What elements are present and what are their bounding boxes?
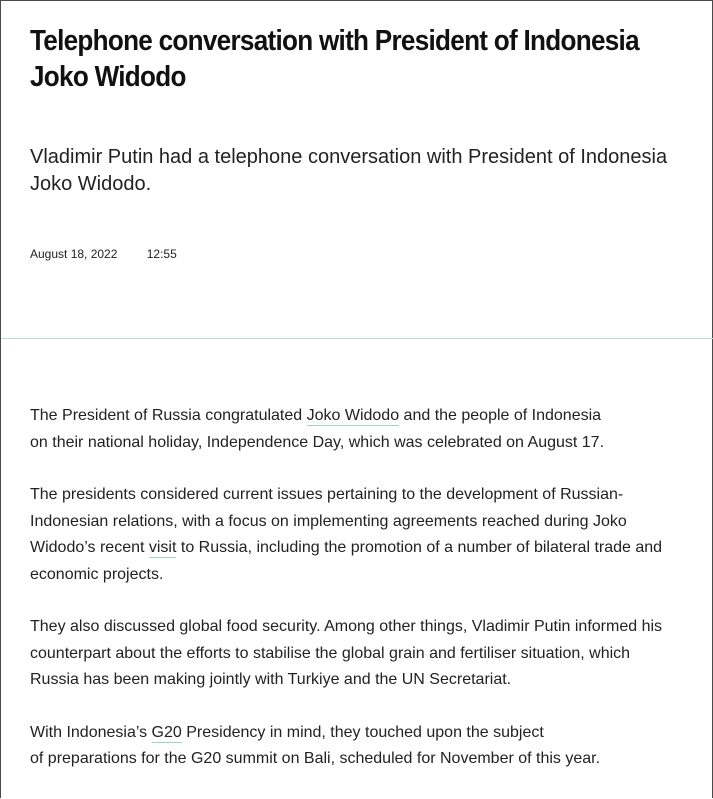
paragraph-2-text-b: to Russia, including the promotion of a number of bilateral trade and economic projects. xyxy=(30,539,663,583)
paragraph-1-text-a: The President of Russia congratulated xyxy=(30,407,307,424)
article-date: August 18, 2022 xyxy=(30,247,118,261)
page-title: Telephone conversation with President of Indonesia Joko Widodo xyxy=(30,25,639,93)
paragraph-1-text-b: and the people of Indonesia xyxy=(399,407,602,424)
paragraph-4-text-c: of preparations for the G20 summit on Bali, scheduled for November of this year. xyxy=(30,750,601,767)
paragraph-4-text-b: Presidency in mind, they touched upon the subject xyxy=(181,723,544,741)
link-g20[interactable]: G20 xyxy=(151,723,182,741)
paragraph-2 xyxy=(30,482,680,588)
paragraph-3: They also discussed global food security. Among other things, Vladimir Putin informed his counterpart about the efforts to stabilise the global grain and fertiliser situation, which Russia has been making jointly with Turkiye and the UN Secretariat. xyxy=(30,618,663,688)
article-body xyxy=(30,403,680,799)
article-meta xyxy=(30,246,177,262)
paragraph-1-text-c: on their national holiday, Independence Day, which was celebrated on August 17. xyxy=(30,433,605,451)
paragraph-1 xyxy=(30,403,680,456)
link-visit[interactable]: visit xyxy=(148,539,177,556)
paragraph-2-text-a: The presidents considered current issues pertaining to the development of Russian-Indonesian relations, with a focus on implementing agreements reached during Joko Widodo’s recent xyxy=(30,486,627,556)
article-lead: Vladimir Putin had a telephone conversation with President of Indonesia Joko Widodo. xyxy=(30,146,668,195)
section-divider xyxy=(1,338,713,339)
link-joko-widodo[interactable]: Joko Widodo xyxy=(306,407,400,424)
paragraph-4-text-a: With Indonesia’s xyxy=(30,723,152,741)
article-time: 12:55 xyxy=(146,247,177,261)
paragraph-4 xyxy=(30,720,680,773)
